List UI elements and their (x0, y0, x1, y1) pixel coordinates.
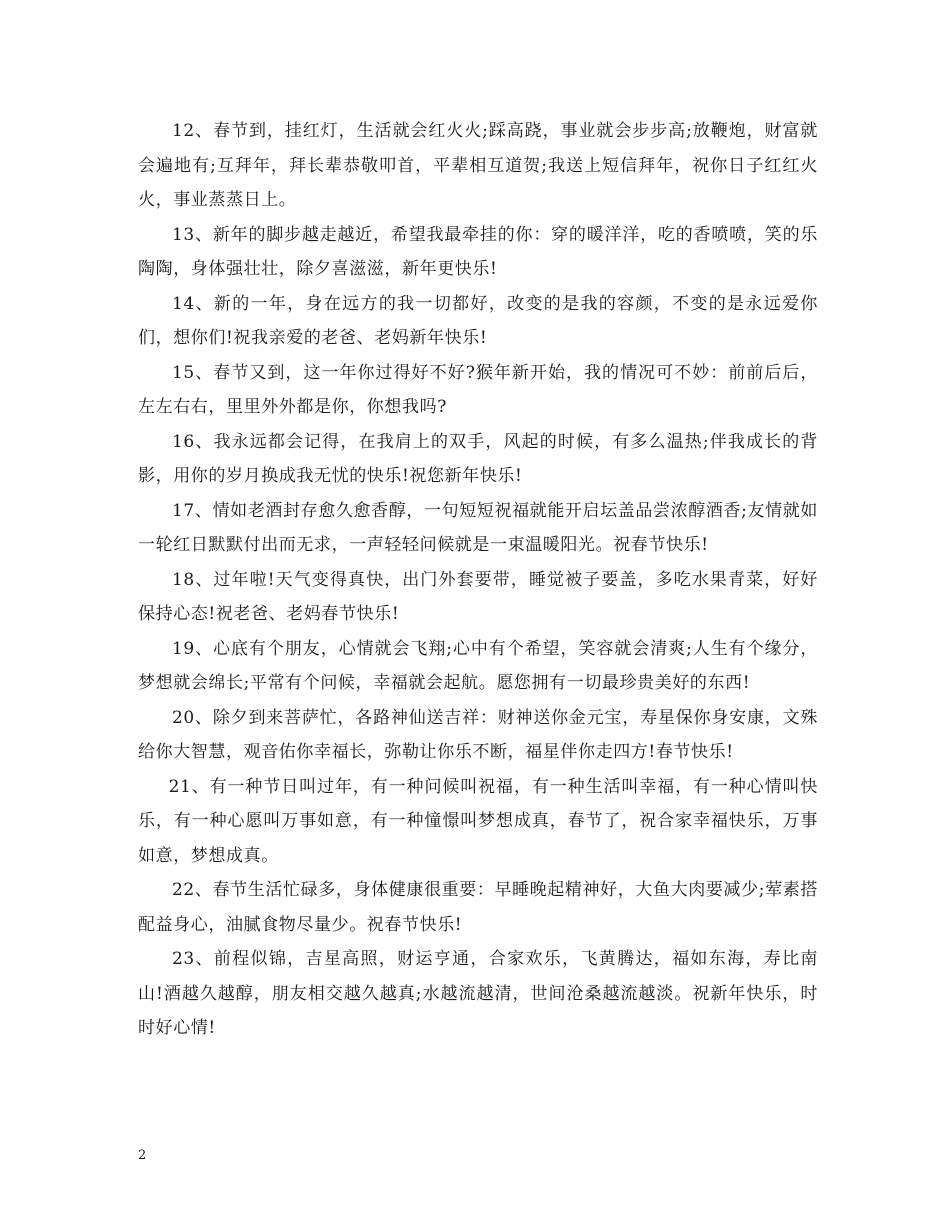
paragraph-23: 23、前程似锦，吉星高照，财运亨通，合家欢乐，飞黄腾达，福如东海，寿比南山!酒越久越醇，朋友相交越久越真;水越流越清，世间沧桑越流越淡。祝新年快乐，时时好心情! (138, 949, 818, 1038)
paragraph-20: 20、除夕到来菩萨忙，各路神仙送吉祥：财神送你金元宝，寿星保你身安康，文殊给你大智慧，观音佑你幸福长，弥勒让你乐不断，福星伴你走四方!春节快乐! (138, 707, 818, 762)
paragraph-22: 22、春节生活忙碌多，身体健康很重要：早睡晚起精神好，大鱼大肉要减少;荤素搭配益身心，油腻食物尽量少。祝春节快乐! (138, 880, 818, 935)
paragraph-18: 18、过年啦!天气变得真快，出门外套要带，睡觉被子要盖，多吃水果青菜，好好保持心态!祝老爸、老妈春节快乐! (138, 569, 818, 624)
paragraph-14: 14、新的一年，身在远方的我一切都好，改变的是我的容颜，不变的是永远爱你们，想你们!祝我亲爱的老爸、老妈新年快乐! (138, 293, 818, 348)
paragraph-19: 19、心底有个朋友，心情就会飞翔;心中有个希望，笑容就会清爽;人生有个缘分，梦想就会绵长;平常有个问候，幸福就会起航。愿您拥有一切最珍贵美好的东西! (138, 638, 818, 693)
page-number: 2 (138, 1148, 147, 1163)
paragraph-21: 21、有一种节日叫过年，有一种问候叫祝福，有一种生活叫幸福，有一种心情叫快乐，有一种心愿叫万事如意，有一种憧憬叫梦想成真，春节了，祝合家幸福快乐，万事如意，梦想成真。 (138, 776, 818, 866)
document-body (138, 114, 818, 1046)
paragraph-15: 15、春节又到，这一年你过得好不好?猴年新开始，我的情况可不妙：前前后后，左左右右，里里外外都是你，你想我吗? (138, 362, 818, 417)
paragraph-17: 17、情如老酒封存愈久愈香醇，一句短短祝福就能开启坛盖品尝浓醇酒香;友情就如一轮红日默默付出而无求，一声轻轻问候就是一束温暖阳光。祝春节快乐! (138, 500, 818, 555)
paragraph-16: 16、我永远都会记得，在我肩上的双手，风起的时候，有多么温热;伴我成长的背影，用你的岁月换成我无忧的快乐!祝您新年快乐! (138, 431, 818, 486)
paragraph-13: 13、新年的脚步越走越近，希望我最牵挂的你：穿的暖洋洋，吃的香喷喷，笑的乐陶陶，身体强壮壮，除夕喜滋滋，新年更快乐! (138, 224, 818, 279)
paragraph-12: 12、春节到，挂红灯，生活就会红火火;踩高跷，事业就会步步高;放鞭炮，财富就会遍地有;互拜年，拜长辈恭敬叩首，平辈相互道贺;我送上短信拜年，祝你日子红红火火，事业蒸蒸日上。 (138, 121, 818, 210)
